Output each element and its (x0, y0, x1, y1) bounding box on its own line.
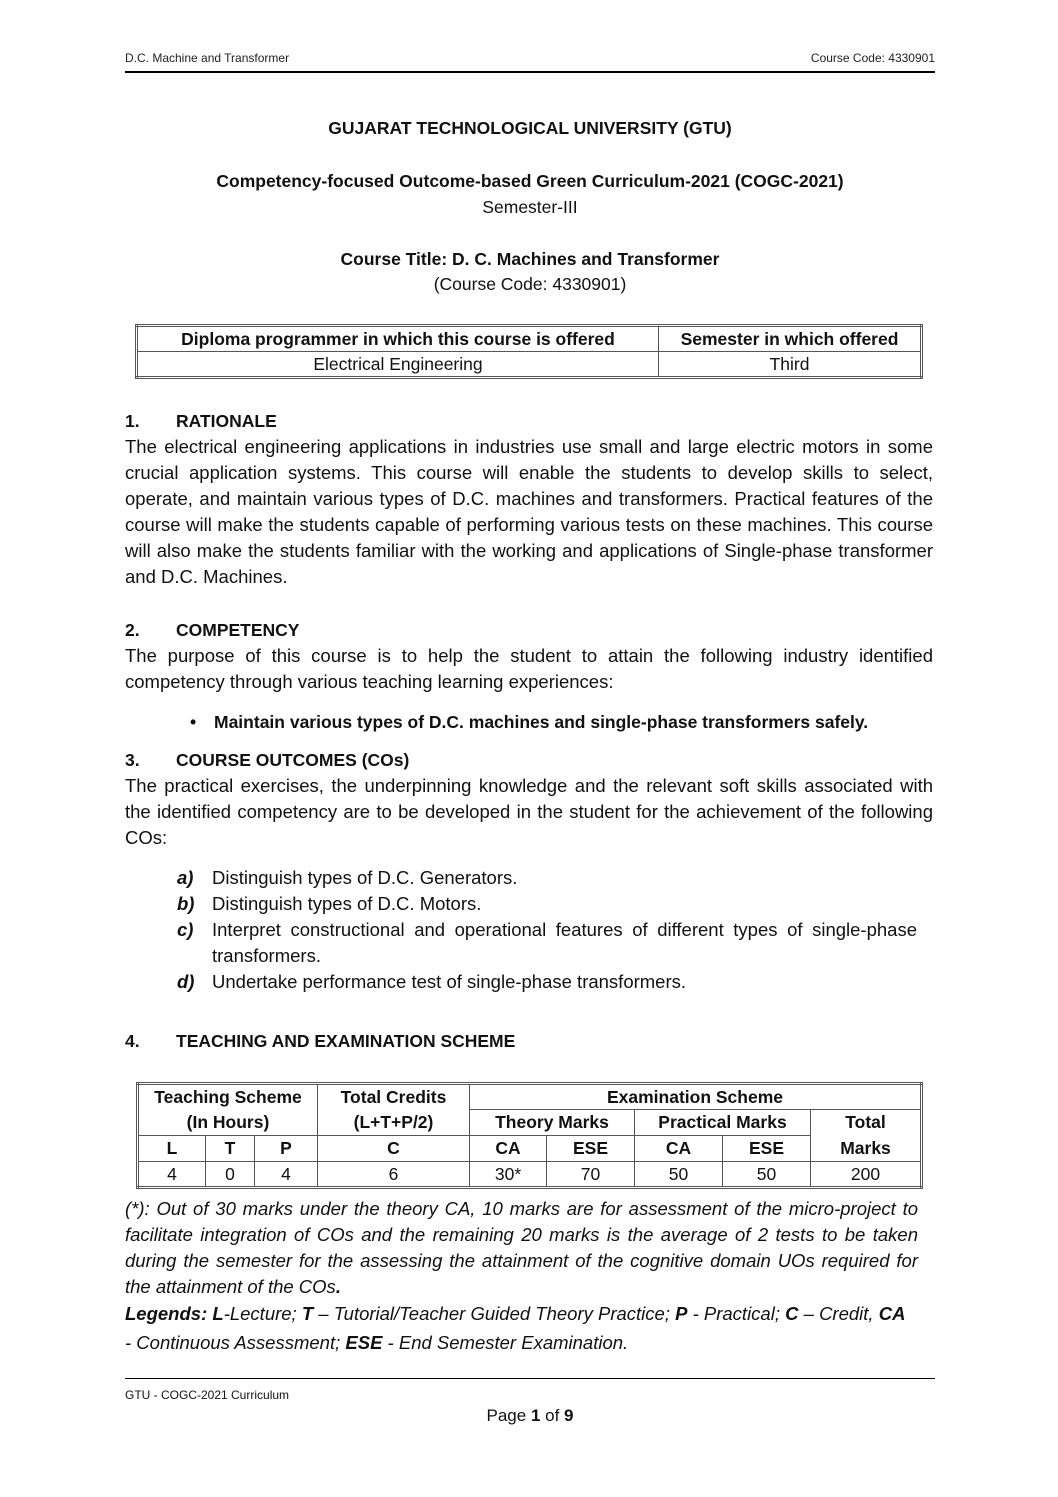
col-practical-ca-header: CA (635, 1136, 723, 1162)
footer-curriculum: GTU - COGC-2021 Curriculum (125, 1388, 290, 1402)
value-l: 4 (138, 1162, 206, 1188)
offer-table (135, 324, 923, 379)
total-header: Total (811, 1110, 922, 1136)
col-c-header: C (318, 1136, 470, 1162)
semester-label: Semester-III (482, 197, 578, 217)
list-item: a) Distinguish types of D.C. Generators. (177, 867, 518, 888)
value-c: 6 (318, 1162, 470, 1188)
value-t: 0 (206, 1162, 255, 1188)
offer-header-programme: Diploma programmer in which this course is offered (137, 326, 659, 352)
examination-scheme-header: Examination Scheme (470, 1084, 922, 1110)
scheme-table (136, 1082, 923, 1189)
section-heading-competency: 2. COMPETENCY (125, 620, 300, 640)
offer-programme-value: Electrical Engineering (137, 352, 659, 378)
list-item: d) Undertake performance test of single-phase transformers. (177, 971, 687, 992)
header-rule (125, 71, 935, 73)
offer-header-semester: Semester in which offered (659, 326, 922, 352)
col-t-header: T (206, 1136, 255, 1162)
list-item: c) Interpret constructional and operational features of different types of single-phase transformers. (177, 919, 917, 966)
col-l-header: L (138, 1136, 206, 1162)
page-number: Page 1 of 9 (486, 1406, 574, 1425)
offer-semester-value: Third (659, 352, 922, 378)
outcomes-text: The practical exercises, the underpinning knowledge and the relevant soft skills associated with the identified competency are to be developed in the student for the achievement of the following COs: (125, 775, 933, 848)
course-outcomes-list (177, 865, 917, 995)
section-heading-scheme: 4. TEACHING AND EXAMINATION SCHEME (125, 1031, 516, 1051)
value-practical-ese: 50 (723, 1162, 811, 1188)
theory-marks-header: Theory Marks (470, 1110, 635, 1136)
course-title: Course Title: D. C. Machines and Transformer (340, 249, 720, 269)
value-practical-ca: 50 (635, 1162, 723, 1188)
rationale-text: The electrical engineering applications in industries use small and large electric motors in some crucial application systems. This course will enable the students to develop skills to select, operate, and maintain various types of D.C. machines and transformers. Practical features of the course will make the students capable of performing various tests on these machines. This course will also make the students familiar with the working and applications of Single-phase transformer and D.C. Machines. (125, 436, 933, 587)
competency-text: The purpose of this course is to help the student to attain the following industry identified competency through various teaching learning experiences: (125, 645, 933, 692)
value-theory-ca: 30* (470, 1162, 547, 1188)
legends: Legends: L-Lecture; T – Tutorial/Teacher Guided Theory Practice; P - Practical; C – Credit, CA - Continuous Assessment; ESE - End Semester Examination. (125, 1303, 906, 1353)
list-item: b) Distinguish types of D.C. Motors. (177, 893, 482, 914)
curriculum-title: Competency-focused Outcome-based Green Curriculum-2021 (COGC-2021) (216, 171, 844, 191)
value-p: 4 (255, 1162, 318, 1188)
value-total: 200 (811, 1162, 922, 1188)
header-course-code: Course Code: 4330901 (810, 51, 935, 65)
course-code: (Course Code: 4330901) (433, 274, 627, 294)
in-hours-header: (In Hours) (138, 1110, 318, 1136)
competency-bullet: • Maintain various types of D.C. machines and single-phase transformers safely. (190, 712, 869, 732)
col-p-header: P (255, 1136, 318, 1162)
header-course-name: D.C. Machine and Transformer (125, 51, 290, 65)
scheme-footnote: (*): Out of 30 marks under the theory CA, 10 marks are for assessment of the micro-project to facilitate integration of COs and the remaining 20 marks is the average of 2 tests to be taken during the semester for the assessing the attainment of the cognitive domain UOs required for the attainment of the COs. (125, 1198, 918, 1297)
credits-formula-header: (L+T+P/2) (318, 1110, 470, 1136)
total-credits-header: Total Credits (318, 1084, 470, 1110)
section-heading-outcomes: 3. COURSE OUTCOMES (COs) (125, 750, 410, 770)
running-header (125, 51, 935, 65)
teaching-scheme-header: Teaching Scheme (138, 1084, 318, 1110)
marks-header: Marks (811, 1136, 922, 1162)
practical-marks-header: Practical Marks (635, 1110, 811, 1136)
col-practical-ese-header: ESE (723, 1136, 811, 1162)
col-theory-ca-header: CA (470, 1136, 547, 1162)
section-heading-rationale: 1. RATIONALE (125, 411, 277, 431)
university-title: GUJARAT TECHNOLOGICAL UNIVERSITY (GTU) (328, 118, 732, 138)
col-theory-ese-header: ESE (547, 1136, 635, 1162)
value-theory-ese: 70 (547, 1162, 635, 1188)
bullet-icon: • (190, 712, 197, 732)
footer-rule (125, 1378, 935, 1379)
